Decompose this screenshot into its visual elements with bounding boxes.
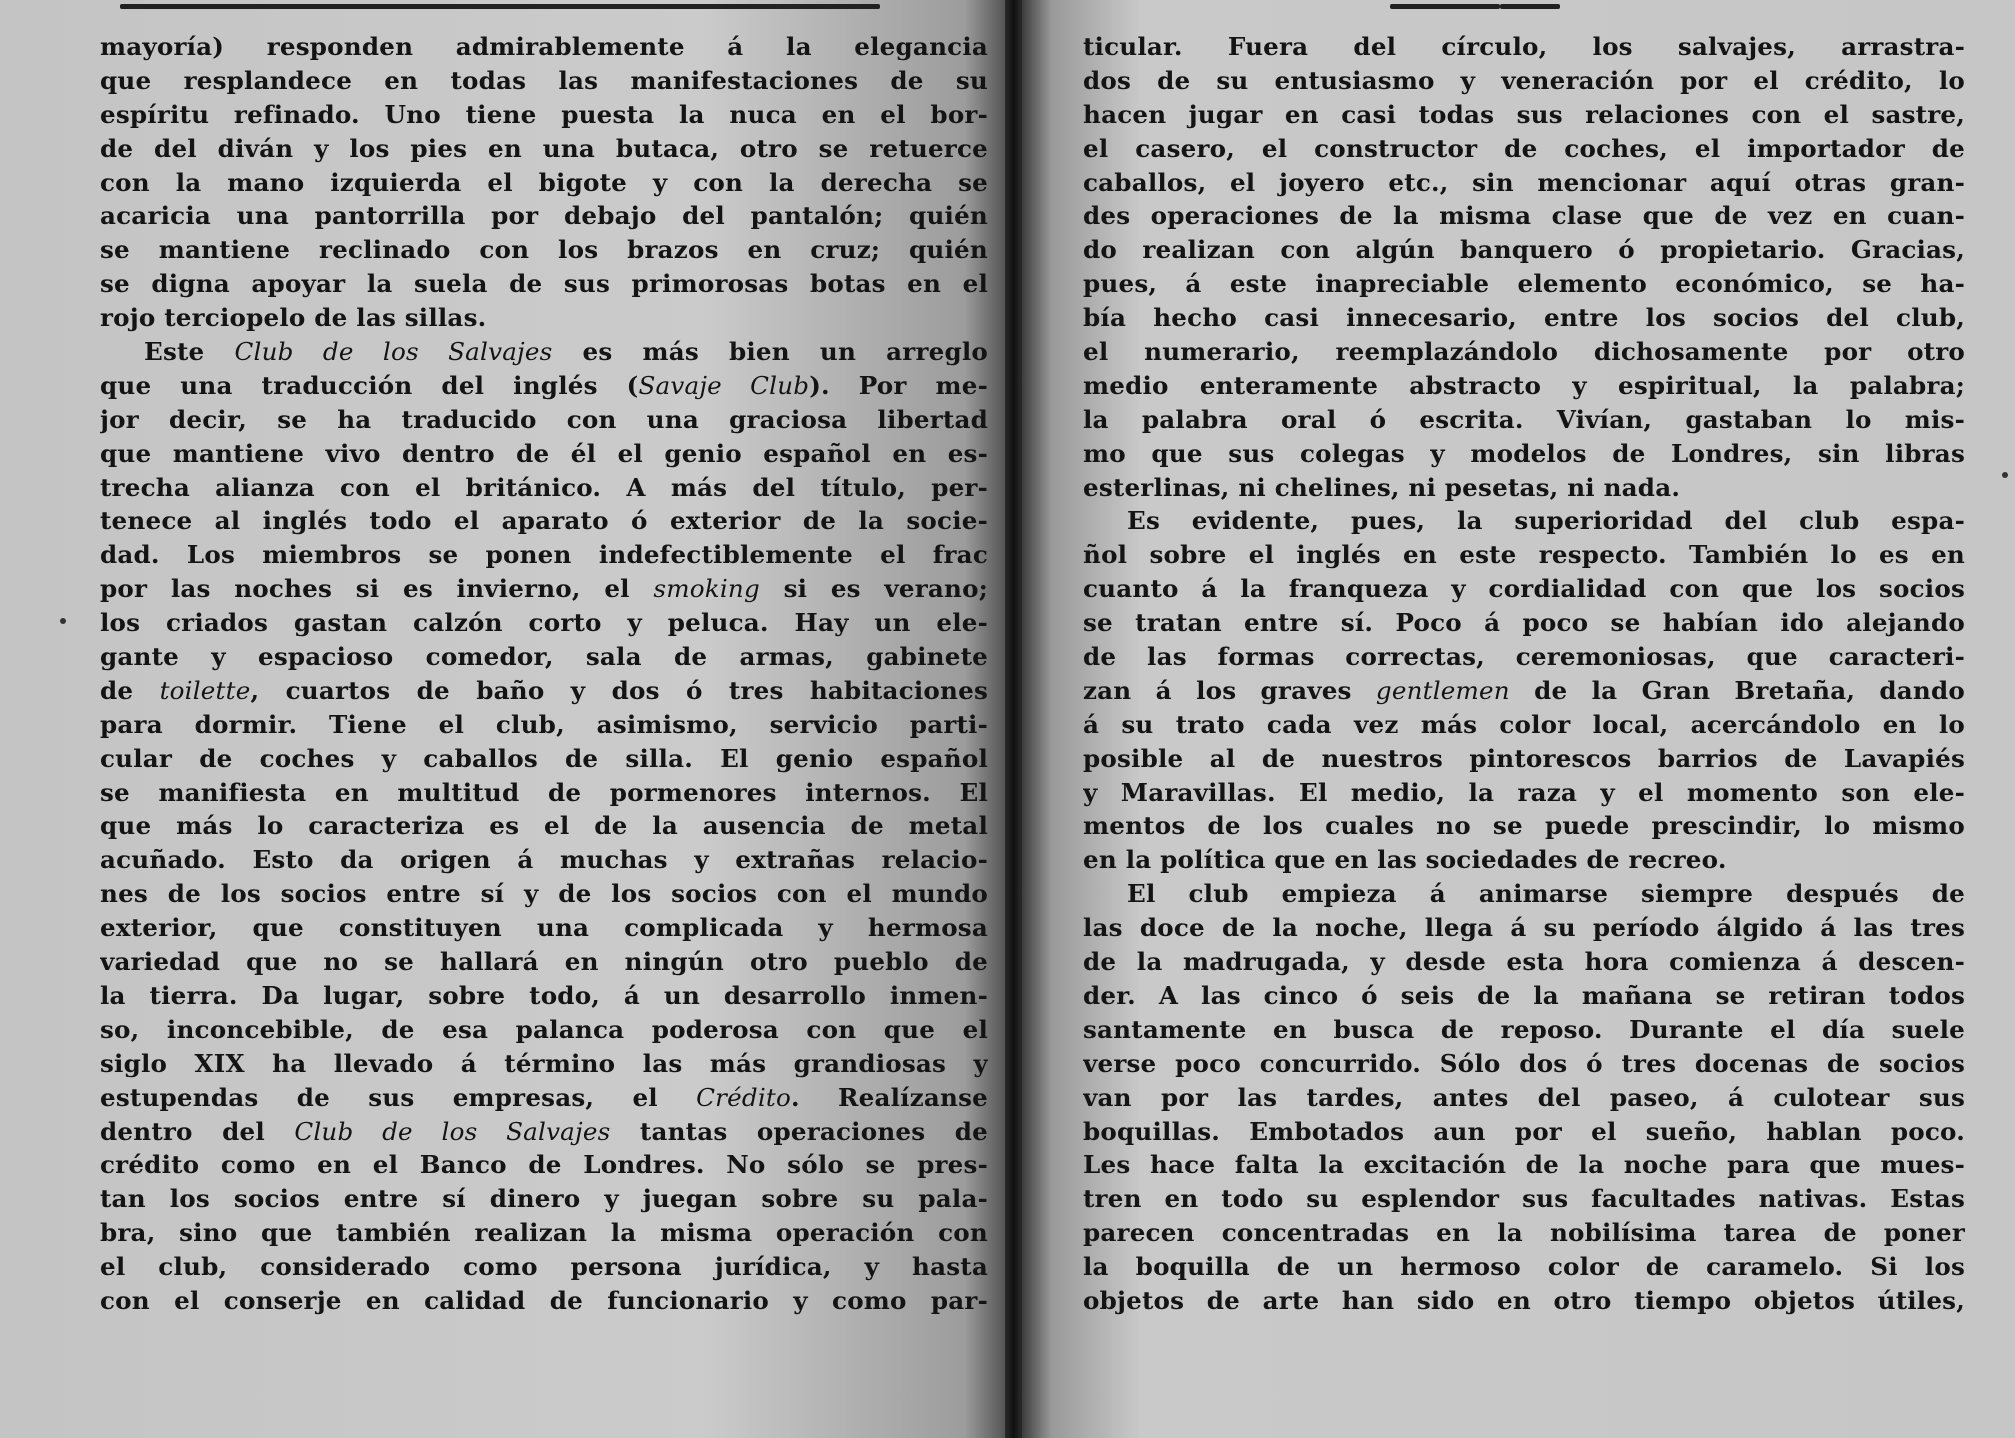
text-line: nes de los socios entre sí y de los socios con el mundo <box>100 879 988 909</box>
header-rule <box>1500 4 1560 9</box>
text-line: der. A las cinco ó seis de la mañana se retiran todos <box>1083 980 1965 1010</box>
text-run: es más bien un arreglo <box>552 337 988 367</box>
text-line: Les hace falta la excitación de la noche para que mues- <box>1083 1150 1965 1180</box>
italic-text: Crédito <box>696 1082 791 1112</box>
text-line: ñol sobre el inglés en este respecto. También lo es en <box>1083 540 1965 570</box>
text-line: en la política que en las sociedades de recreo. <box>1083 845 1727 875</box>
text-line <box>100 1081 988 1115</box>
text-line: trecha alianza con el británico. A más del título, per- <box>100 472 988 502</box>
text-line: las doce de la noche, llega á su período álgido á las tres <box>1083 913 1965 943</box>
text-line: cuanto á la franqueza y cordialidad con que los socios <box>1083 574 1965 604</box>
text-line: la tierra. Da lugar, sobre todo, á un desarrollo inmen- <box>100 980 988 1010</box>
text-line: para dormir. Tiene el club, asimismo, servicio parti- <box>100 709 988 739</box>
text-line: do realizan con algún banquero ó propietario. Gracias, <box>1083 235 1965 265</box>
text-line: de del diván y los pies en una butaca, otro se retuerce <box>100 133 988 163</box>
text-run: de <box>100 675 160 705</box>
text-line: bra, sino que también realizan la misma operación con <box>100 1218 988 1248</box>
italic-text: toilette <box>159 675 251 705</box>
text-line: verse poco concurrido. Sólo dos ó tres docenas de socios <box>1083 1048 1965 1078</box>
text-line: van por las tardes, antes del paseo, á culotear sus <box>1083 1082 1965 1112</box>
text-run: que una traducción del inglés ( <box>100 370 639 400</box>
text-run: Este <box>144 337 235 367</box>
text-line: con la mano izquierda el bigote y con la derecha se <box>100 167 988 197</box>
italic-text: Savaje Club <box>638 370 810 400</box>
left-text-column <box>100 30 988 1318</box>
text-line: que resplandece en todas las manifestaciones de su <box>100 65 988 95</box>
text-line: boquillas. Embotados aun por el sueño, hablan poco. <box>1083 1116 1965 1146</box>
text-run: de la Gran Bretaña, dando <box>1509 675 1965 705</box>
text-line: exterior, que constituyen una complicada y hermosa <box>100 913 988 943</box>
italic-text: gentlemen <box>1375 675 1510 705</box>
text-line: los criados gastan calzón corto y peluca. Hay un ele- <box>100 608 988 638</box>
right-page <box>1022 0 2015 1438</box>
text-line: dos de su entusiasmo y veneración por el crédito, lo <box>1083 65 1965 95</box>
text-line: dad. Los miembros se ponen indefectiblemente el frac <box>100 540 988 570</box>
text-line: acaricia una pantorrilla por debajo del pantalón; quién <box>100 201 988 231</box>
text-line <box>100 1115 988 1149</box>
text-line: el casero, el constructor de coches, el importador de <box>1083 133 1965 163</box>
text-line <box>100 369 988 403</box>
text-line: se digna apoyar la suela de sus primorosas botas en el <box>100 269 988 299</box>
text-line: tenece al inglés todo el aparato ó exterior de la socie- <box>100 506 988 536</box>
text-run: si es verano; <box>759 574 988 604</box>
text-line: mayoría) responden admirablemente á la elegancia <box>100 32 988 61</box>
text-line: tan los socios entre sí dinero y juegan sobre su pala- <box>100 1184 988 1214</box>
left-page <box>0 0 1005 1438</box>
text-line: parecen concentradas en la nobilísima tarea de poner <box>1083 1218 1965 1248</box>
right-text-column <box>1083 30 1965 1318</box>
text-line: tren en todo su esplendor sus facultades nativas. Estas <box>1083 1184 1965 1214</box>
text-line: la palabra oral ó escrita. Vivían, gastaban lo mis- <box>1083 404 1965 434</box>
text-line: la boquilla de un hermoso color de caramelo. Si los <box>1083 1252 1965 1282</box>
text-run: dentro del <box>100 1116 295 1146</box>
text-line: Es evidente, pues, la superioridad del club espa- <box>1127 506 1965 536</box>
book-gutter <box>1005 0 1022 1438</box>
text-line: se manifiesta en multitud de pormenores internos. El <box>100 777 988 807</box>
text-line: caballos, el joyero etc., sin mencionar aquí otras gran- <box>1083 167 1965 197</box>
text-line: crédito como en el Banco de Londres. No sólo se pres- <box>100 1150 988 1180</box>
text-line: siglo XIX ha llevado á término las más grandiosas y <box>100 1048 988 1078</box>
text-line: pues, á este inapreciable elemento económico, se ha- <box>1083 269 1965 299</box>
text-line: so, inconcebible, de esa palanca poderosa con que el <box>100 1014 988 1044</box>
text-line: el club, considerado como persona jurídica, y hasta <box>100 1252 988 1282</box>
text-run: estupendas de sus empresas, el <box>100 1082 697 1112</box>
text-line: rojo terciopelo de las sillas. <box>100 303 487 333</box>
text-run: por las noches si es invierno, el <box>100 574 654 604</box>
text-run: ). Por me- <box>809 370 988 400</box>
text-line: jor decir, se ha traducido con una graciosa libertad <box>100 404 988 434</box>
text-line: de las formas correctas, ceremoniosas, que caracteri- <box>1083 642 1965 672</box>
text-line: mentos de los cuales no se puede prescindir, lo mismo <box>1083 811 1965 841</box>
text-line: ticular. Fuera del círculo, los salvajes, arrastra- <box>1083 32 1965 61</box>
text-line: variedad que no se hallará en ningún otro pueblo de <box>100 947 988 977</box>
text-line: acuñado. Esto da origen á muchas y extrañas relacio- <box>100 845 988 875</box>
text-line: se tratan entre sí. Poco á poco se habían ido alejando <box>1083 608 1965 638</box>
text-run: zan á los graves <box>1083 675 1376 705</box>
text-line: objetos de arte han sido en otro tiempo objetos útiles, <box>1083 1285 1965 1315</box>
text-line: mo que sus colegas y modelos de Londres, sin libras <box>1083 438 1965 468</box>
text-line <box>1083 674 1965 708</box>
text-line: que más lo caracteriza es el de la ausencia de metal <box>100 811 988 841</box>
text-line: medio enteramente abstracto y espiritual, la palabra; <box>1083 370 1965 400</box>
text-line: y Maravillas. El medio, la raza y el momento son ele- <box>1083 777 1965 807</box>
text-line: de la madrugada, y desde esta hora comienza á descen- <box>1083 947 1965 977</box>
text-line <box>100 335 988 369</box>
italic-text: smoking <box>653 574 760 604</box>
header-rule <box>1390 4 1500 9</box>
italic-text: Club de los Salvajes <box>234 337 553 367</box>
text-run: tantas operaciones de <box>610 1116 988 1146</box>
text-line: el numerario, reemplazándolo dichosamente por otro <box>1083 337 1965 367</box>
text-line: El club empieza á animarse siempre después de <box>1127 879 1965 909</box>
text-run: . Realízanse <box>790 1082 988 1112</box>
text-line: á su trato cada vez más color local, acercándolo en lo <box>1083 709 1965 739</box>
text-line: esterlinas, ni chelines, ni pesetas, ni nada. <box>1083 472 1681 502</box>
text-line: posible al de nuestros pintorescos barrios de Lavapiés <box>1083 743 1965 773</box>
text-line: se mantiene reclinado con los brazos en cruz; quién <box>100 235 988 265</box>
text-line: gante y espacioso comedor, sala de armas, gabinete <box>100 642 988 672</box>
text-line: con el conserje en calidad de funcionario y como par- <box>100 1285 988 1315</box>
text-run: , cuartos de baño y dos ó tres habitaciones <box>250 675 988 705</box>
text-line: santamente en busca de reposo. Durante el día suele <box>1083 1014 1965 1044</box>
text-line <box>100 572 988 606</box>
text-line <box>100 674 988 708</box>
header-rule <box>120 4 880 9</box>
text-line: hacen jugar en casi todas sus relaciones con el sastre, <box>1083 99 1965 129</box>
text-line: bía hecho casi innecesario, entre los socios del club, <box>1083 303 1965 333</box>
text-line: cular de coches y caballos de silla. El genio español <box>100 743 988 773</box>
margin-mark <box>2002 472 2008 478</box>
text-line: espíritu refinado. Uno tiene puesta la nuca en el bor- <box>100 99 988 129</box>
text-line: des operaciones de la misma clase que de vez en cuan- <box>1083 201 1965 231</box>
margin-mark <box>60 618 66 624</box>
italic-text: Club de los Salvajes <box>294 1116 611 1146</box>
text-line: que mantiene vivo dentro de él el genio español en es- <box>100 438 988 468</box>
